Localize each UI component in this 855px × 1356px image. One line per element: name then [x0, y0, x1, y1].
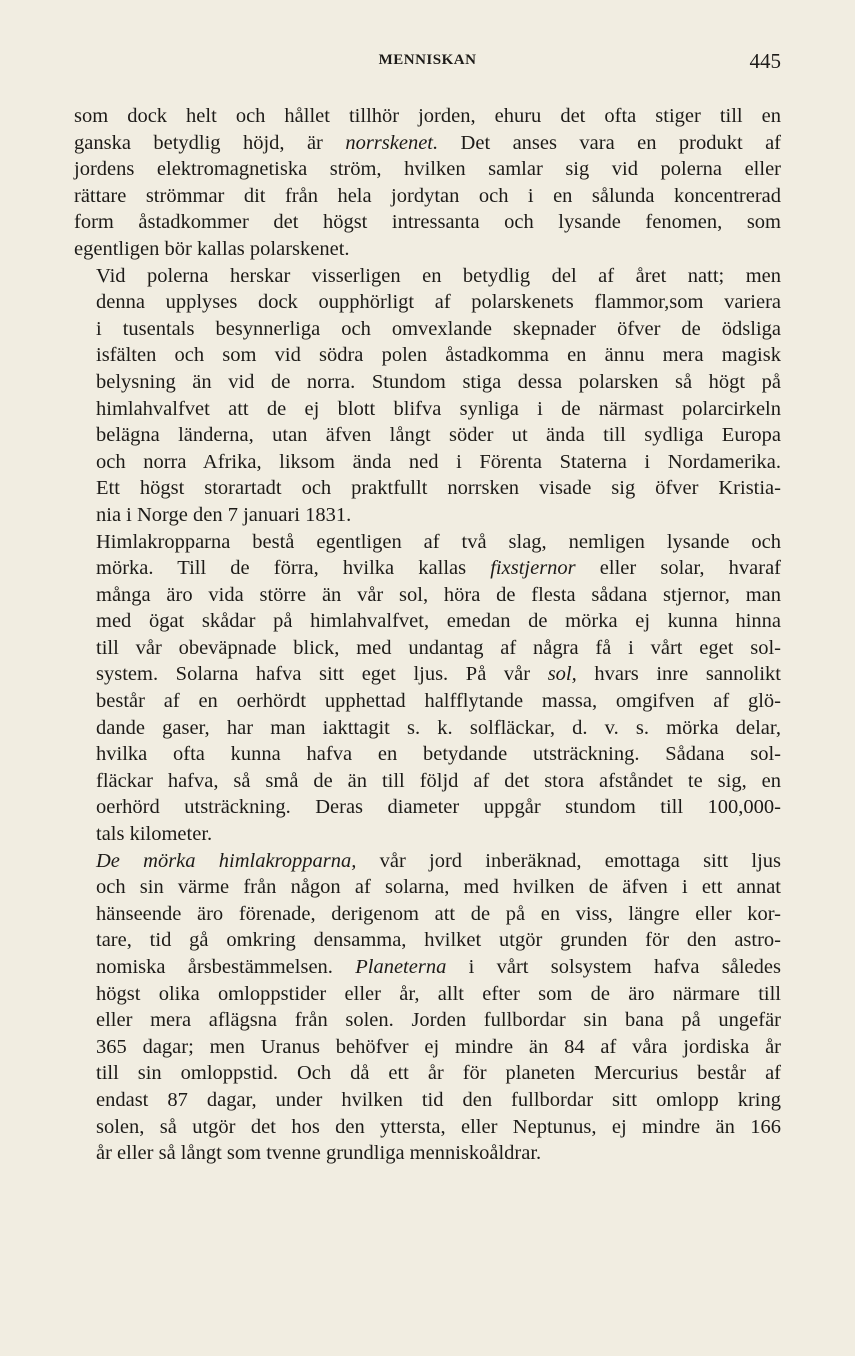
text-run: eller solar, hvaraf [575, 557, 782, 580]
paragraph [74, 529, 781, 848]
text-line [74, 1087, 781, 1114]
text-run: jordens elektromagnetiska ström, hvilken samlar sig vid polerna eller [74, 158, 781, 181]
text-run: system. Solarna hafva sitt eget ljus. På vår [96, 663, 548, 686]
text-run: oerhörd utsträckning. Deras diameter uppgår stundom till 100,000- [96, 796, 781, 819]
text-run: tare, tid gå omkring densamma, hvilket utgör grunden för den astro- [96, 929, 781, 952]
text-run: och norra Afrika, liksom ända ned i Förenta Staterna i Nordamerika. [96, 450, 781, 473]
text-run: 365 dagar; men Uranus behöfver ej mindre än 84 af våra jordiska år [96, 1035, 781, 1058]
text-line [74, 103, 781, 130]
text-line [74, 555, 781, 582]
text-line [74, 502, 781, 529]
text-line [74, 715, 781, 742]
italic-term: De mörka himlakropparna, [96, 849, 357, 872]
text-line [74, 236, 781, 263]
italic-term: norrskenet. [345, 131, 439, 154]
text-line [74, 529, 781, 556]
text-line [74, 369, 781, 396]
text-line [74, 475, 781, 502]
page-number: 445 [749, 49, 781, 73]
text-run: vår jord inberäknad, emottaga sitt ljus [356, 849, 781, 872]
text-run: mörka. Till de förra, hvilka kallas [96, 557, 491, 580]
text-run: och sin värme från någon af solarna, med hvilken de äfven i ett annat [96, 876, 781, 899]
text-line [74, 156, 781, 183]
text-line [74, 901, 781, 928]
text-run: solen, så utgör det hos den yttersta, eller Neptunus, ej mindre än 166 [96, 1115, 781, 1138]
text-run: till vår obeväpnade blick, med undantag af några få i vårt eget sol- [96, 636, 781, 659]
text-line [74, 582, 781, 609]
text-run: eller mera aflägsna från solen. Jorden fullbordar sin bana på ungefär [96, 1009, 781, 1032]
text-run: år eller så långt som tvenne grundliga menniskoåldrar. [96, 1142, 542, 1165]
text-run: Himlakropparna bestå egentligen af två slag, nemligen lysande och [96, 530, 781, 553]
text-run: många äro vida större än vår sol, höra de flesta sådana stjernor, man [96, 583, 781, 606]
text-line [74, 768, 781, 795]
text-run: består af en oerhördt upphettad halfflytande massa, omgifven af glö- [96, 690, 781, 713]
text-run: hvilka ofta kunna hafva en betydande utsträckning. Sådana sol- [96, 743, 781, 766]
text-run: högst olika omloppstider eller år, allt efter som de äro närmare till [96, 982, 781, 1005]
text-run: nia i Norge den 7 januari 1831. [96, 503, 352, 526]
text-run: i tusentals besynnerliga och omvexlande skepnader öfver de ödsliga [96, 317, 781, 340]
text-run: belysning än vid de norra. Stundom stiga dessa polarsken så högt på [96, 370, 781, 393]
italic-term: Planeterna [355, 956, 447, 978]
text-line [74, 183, 781, 210]
text-run: himlahvalfvet att de ej blott blifva synliga i de närmast polarcirkeln [96, 397, 781, 420]
italic-term: sol, [547, 663, 577, 686]
text-line [74, 741, 781, 768]
page-header [74, 49, 781, 78]
text-line [74, 316, 781, 343]
text-run: isfälten och som vid södra polen åstadkomma en ännu mera magisk [96, 344, 781, 367]
text-run: hvars inre sannolikt [576, 663, 781, 686]
text-run: denna upplyses dock oupphörligt af polarskenets flammor,som variera [96, 291, 781, 314]
text-run: tals kilometer. [96, 823, 213, 846]
text-run: fläckar hafva, så små de än till följd af det stora afståndet te sig, en [96, 769, 781, 792]
italic-term: fixstjernor [490, 557, 576, 580]
text-line [74, 422, 781, 449]
text-line [74, 927, 781, 954]
text-line [74, 954, 781, 981]
text-line [74, 848, 781, 875]
text-line [74, 874, 781, 901]
text-run: som dock helt och hållet tillhör jorden, ehuru det ofta stiger till en [74, 105, 781, 127]
text-line [74, 396, 781, 423]
text-line [74, 209, 781, 236]
text-line [74, 794, 781, 821]
text-line [74, 1034, 781, 1061]
paragraph [74, 848, 781, 1167]
text-line [74, 821, 781, 848]
text-line [74, 130, 781, 157]
text-run: nomiska årsbestämmelsen. [96, 956, 356, 978]
text-run: Ett högst storartadt och praktfullt norrsken visade sig öfver Kristia- [96, 477, 781, 500]
text-run: belägna länderna, utan äfven långt söder ut ända till sydliga Europa [96, 424, 781, 447]
text-line [74, 1140, 781, 1167]
text-line [74, 449, 781, 476]
paragraph [74, 103, 781, 263]
text-run: Det anses vara en produkt af [438, 131, 781, 154]
text-run: med ögat skådar på himlahvalfvet, emedan de mörka ej kunna hinna [96, 610, 781, 633]
text-run: hänseende äro förenade, derigenom att de på en viss, längre eller kor- [96, 902, 781, 925]
text-line [74, 1114, 781, 1141]
text-line [74, 688, 781, 715]
running-head: MENNISKAN [378, 52, 477, 68]
text-run: egentligen bör kallas polarskenet. [74, 237, 350, 260]
text-line [74, 981, 781, 1008]
paragraph [74, 263, 781, 529]
text-line [74, 661, 781, 688]
text-run: ganska betydlig höjd, är [74, 131, 346, 154]
body-text [74, 103, 781, 1167]
text-run: rättare strömmar dit från hela jordytan och i en sålunda koncentrerad [74, 184, 781, 207]
text-line [74, 1007, 781, 1034]
text-run: dande gaser, har man iakttagit s. k. solfläckar, d. v. s. mörka delar, [96, 716, 781, 739]
text-line [74, 289, 781, 316]
text-line [74, 608, 781, 635]
text-run: form åstadkommer det högst intressanta och lysande fenomen, som [74, 211, 781, 234]
text-line [74, 342, 781, 369]
text-run: Vid polerna herskar visserligen en betydlig del af året natt; men [96, 264, 781, 287]
text-run: endast 87 dagar, under hvilken tid den fullbordar sitt omlopp kring [96, 1088, 781, 1111]
text-line [74, 635, 781, 662]
text-line [74, 263, 781, 290]
text-line [74, 1060, 781, 1087]
text-run: till sin omloppstid. Och då ett år för planeten Mercurius består af [96, 1062, 781, 1085]
text-run: i vårt solsystem hafva således [446, 956, 781, 978]
